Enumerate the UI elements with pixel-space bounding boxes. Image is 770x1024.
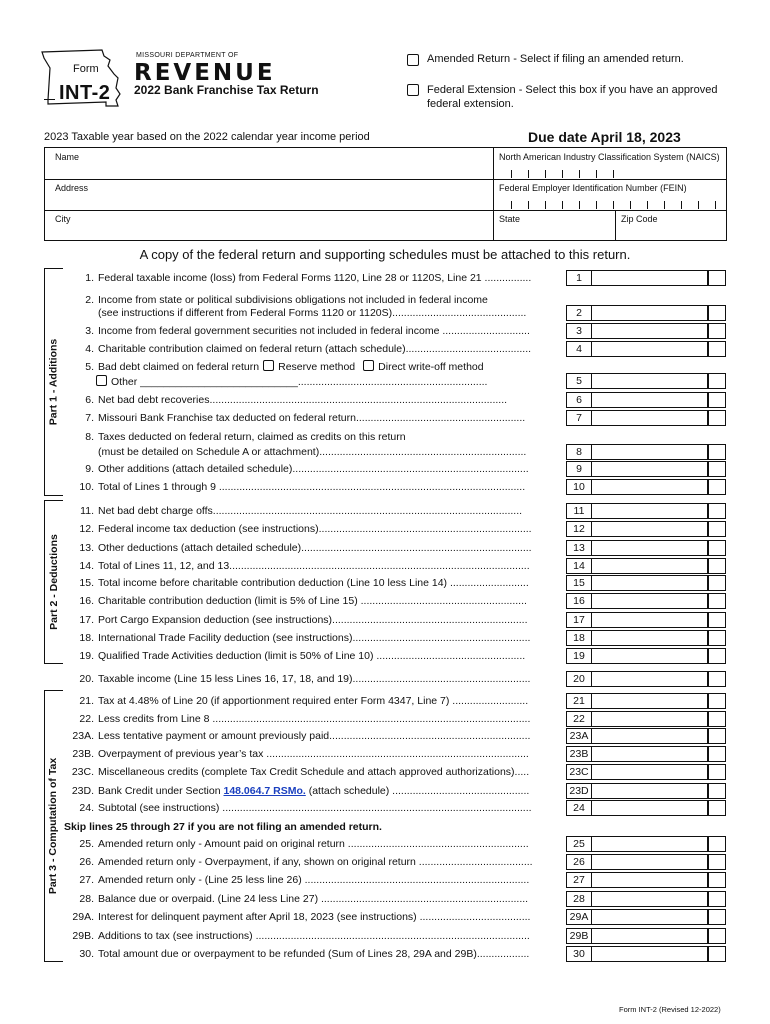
- line-23a-cents-input[interactable]: [708, 728, 726, 744]
- zip-code-field[interactable]: Zip Code: [621, 214, 658, 224]
- line-10: [64, 481, 525, 494]
- line-box-label: 17: [566, 612, 592, 628]
- line-number: 6.: [85, 394, 94, 406]
- line-29b-cents-input[interactable]: [708, 928, 726, 944]
- line-6: [64, 394, 507, 407]
- direct-writeoff-checkbox[interactable]: [363, 360, 374, 371]
- line-18-amount-input[interactable]: [592, 630, 708, 646]
- line-15-amount-input[interactable]: [592, 575, 708, 591]
- line-box-label: 27: [566, 872, 592, 888]
- line-8b: [64, 446, 526, 459]
- line-text: Total income before charitable contribution deduction (Line 10 less Line 14) ...........................: [98, 577, 529, 589]
- line-2-cents-input[interactable]: [708, 305, 726, 321]
- line-23a: [64, 730, 530, 743]
- line-10-cents-input[interactable]: [708, 479, 726, 495]
- line-text: Total of Lines 1 through 9 .........................................................................................................: [98, 481, 526, 493]
- line-box-label: 12: [566, 521, 592, 537]
- direct-writeoff-label: Direct write-off method: [378, 361, 484, 373]
- line-2b: [64, 307, 526, 320]
- line-19-cents-input[interactable]: [708, 648, 726, 664]
- naics-field[interactable]: North American Industry Classification System (NAICS): [499, 152, 720, 162]
- line-text: (must be detailed on Schedule A or attachment).......................................................................: [98, 446, 527, 458]
- line-box-label: 3: [566, 323, 592, 339]
- part1-label-text: Part 1 - Additions: [47, 338, 60, 426]
- line-number: 29B.: [72, 930, 94, 942]
- amended-return-label: Amended Return - Select if filing an amended return.: [427, 53, 684, 65]
- part2-label: [44, 500, 63, 664]
- line-6-amount-input[interactable]: [592, 392, 708, 408]
- line-1: [64, 272, 531, 285]
- line-number: 23C.: [71, 766, 94, 778]
- line-12-cents-input[interactable]: [708, 521, 726, 537]
- line-text: Total of Lines 11, 12, and 13.......................................................................................................: [98, 560, 530, 572]
- other-method-checkbox[interactable]: [96, 375, 107, 386]
- line-4: [64, 343, 531, 356]
- line-text: (attach schedule) ...............................................: [305, 785, 530, 797]
- line-number: 23A.: [72, 730, 94, 742]
- line-text: Bank Credit under Section: [98, 785, 224, 797]
- line-8-cents-input[interactable]: [708, 444, 726, 460]
- line-box-label: 29B: [566, 928, 592, 944]
- line-number: 28.: [79, 893, 94, 905]
- line-7-cents-input[interactable]: [708, 410, 726, 426]
- line-number: 26.: [79, 856, 94, 868]
- line-number: 10.: [79, 481, 94, 493]
- line-box-label: 16: [566, 593, 592, 609]
- line-number: 15.: [79, 577, 94, 589]
- line-19: [64, 650, 525, 663]
- line-26-amount-input[interactable]: [592, 854, 708, 870]
- line-box-label: 9: [566, 461, 592, 477]
- line-23d-amount-input[interactable]: [592, 783, 708, 799]
- line-14-cents-input[interactable]: [708, 558, 726, 574]
- line-4-amount-input[interactable]: [592, 341, 708, 357]
- attachment-notice: A copy of the federal return and supporting schedules must be attached to this return.: [139, 247, 631, 262]
- line-28: [64, 893, 528, 906]
- line-26-cents-input[interactable]: [708, 854, 726, 870]
- name-field[interactable]: Name: [55, 152, 80, 162]
- line-box-label: 28: [566, 891, 592, 907]
- line-20: [64, 673, 530, 686]
- line-30: [64, 948, 529, 961]
- line-text: Qualified Trade Activities deduction (limit is 50% of Line 10) ...................................................: [98, 650, 526, 662]
- line-3-cents-input[interactable]: [708, 323, 726, 339]
- line-number: 23D.: [71, 785, 94, 797]
- line-25: [64, 838, 529, 851]
- taxpayer-info-box: [44, 147, 727, 241]
- line-box-label: 10: [566, 479, 592, 495]
- line-text: Bad debt claimed on federal return: [98, 361, 260, 373]
- reserve-method-label: Reserve method: [278, 361, 356, 373]
- line-number: 13.: [79, 542, 94, 554]
- line-text: Other ___________________________.................................................................: [111, 376, 488, 388]
- part3-label-text: Part 3 - Computation of Tax: [47, 757, 60, 895]
- line-number: 11.: [80, 505, 94, 517]
- line-number: 21.: [79, 695, 94, 707]
- line-25-cents-input[interactable]: [708, 836, 726, 852]
- line-12: [64, 523, 532, 536]
- line-number: 4.: [85, 343, 94, 355]
- line-23d: [64, 785, 529, 798]
- federal-extension-text: [427, 83, 717, 111]
- line-23c-amount-input[interactable]: [592, 764, 708, 780]
- line-16-amount-input[interactable]: [592, 593, 708, 609]
- line-text: (see instructions if different from Federal Forms 1120 or 1120S)..............................................: [98, 307, 527, 319]
- line-box-label: 13: [566, 540, 592, 556]
- part1-label: [44, 268, 63, 496]
- line-number: 29A.: [72, 911, 94, 923]
- fein-field[interactable]: Federal Employer Identification Number (FEIN): [499, 183, 687, 193]
- line-text: Federal income tax deduction (see instructions).........................................................................: [98, 523, 532, 535]
- line-11-amount-input[interactable]: [592, 503, 708, 519]
- line-text: Additions to tax (see instructions) ..............................................................................................: [98, 930, 530, 942]
- line-28-cents-input[interactable]: [708, 891, 726, 907]
- line-24: [64, 802, 532, 815]
- line-21-cents-input[interactable]: [708, 693, 726, 709]
- line-9: [64, 463, 529, 476]
- line-9-cents-input[interactable]: [708, 461, 726, 477]
- state-field[interactable]: State: [499, 214, 521, 224]
- line-10-amount-input[interactable]: [592, 479, 708, 495]
- line-29b-amount-input[interactable]: [592, 928, 708, 944]
- line-text: Other deductions (attach detailed schedule)...............................................................................: [98, 542, 532, 554]
- line-box-label: 25: [566, 836, 592, 852]
- line-box-label: 23C: [566, 764, 592, 780]
- line-text: Miscellaneous credits (complete Tax Credit Schedule and attach approved authorizations).....: [98, 766, 530, 778]
- line-number: 27.: [79, 874, 94, 886]
- line-box-label: 26: [566, 854, 592, 870]
- line-number: 5.: [85, 361, 94, 373]
- line-box-label: 23B: [566, 746, 592, 762]
- line-5-cents-input[interactable]: [708, 373, 726, 389]
- line-text: Net bad debt recoveries......................................................................................................: [98, 394, 508, 406]
- line-5b: [96, 375, 487, 389]
- line-28-amount-input[interactable]: [592, 891, 708, 907]
- federal-extension-label-1: Federal Extension - Select this box if you have an approved: [427, 84, 718, 96]
- line-number: 20.: [79, 673, 94, 685]
- amended-return-option[interactable]: [407, 53, 684, 66]
- line-number: 17.: [79, 614, 94, 626]
- line-16: [64, 595, 527, 608]
- line-27-amount-input[interactable]: [592, 872, 708, 888]
- line-text: Amended return only - (Line 25 less line 26) .............................................................................: [98, 874, 530, 886]
- line-box-label: 21: [566, 693, 592, 709]
- line-box-label: 19: [566, 648, 592, 664]
- line-29a-amount-input[interactable]: [592, 909, 708, 925]
- line-21: [64, 695, 528, 708]
- line-11: [64, 505, 522, 518]
- line-number: 18.: [79, 632, 94, 644]
- line-22-amount-input[interactable]: [592, 711, 708, 727]
- line-text: Charitable contribution deduction (limit is 5% of Line 15) .........................................................: [98, 595, 527, 607]
- line-24-cents-input[interactable]: [708, 800, 726, 816]
- revenue-logo: REVENUE: [134, 60, 276, 86]
- line-27-cents-input[interactable]: [708, 872, 726, 888]
- line-7-amount-input[interactable]: [592, 410, 708, 426]
- line-23d-cents-input[interactable]: [708, 783, 726, 799]
- line-text: Less tentative payment or amount previously paid.....................................................................: [98, 730, 531, 742]
- line-box-label: 30: [566, 946, 592, 962]
- line-number: 19.: [79, 650, 94, 662]
- line-1-amount-input[interactable]: [592, 270, 708, 286]
- line-box-label: 22: [566, 711, 592, 727]
- part3-label: [44, 690, 63, 962]
- city-field[interactable]: City: [55, 214, 71, 224]
- line-number: 1.: [85, 272, 94, 284]
- line-27: [64, 874, 529, 887]
- form-label: Form: [73, 63, 99, 75]
- line-text: Interest for delinquent payment after April 18, 2023 (see instructions) ......................................: [98, 911, 531, 923]
- line-box-label: 29A: [566, 909, 592, 925]
- line-1-cents-input[interactable]: [708, 270, 726, 286]
- line-number: 16.: [79, 595, 94, 607]
- line-number: 9.: [85, 463, 94, 475]
- line-9-amount-input[interactable]: [592, 461, 708, 477]
- line-29a: [64, 911, 530, 924]
- line-number: 8.: [85, 431, 94, 443]
- department-name: MISSOURI DEPARTMENT OF: [136, 52, 239, 59]
- form-dash: [44, 99, 55, 100]
- line-text: Less credits from Line 8 .............................................................................................................: [98, 713, 531, 725]
- line-2a: [64, 294, 488, 307]
- line-6-cents-input[interactable]: [708, 392, 726, 408]
- line-22-cents-input[interactable]: [708, 711, 726, 727]
- line-24-amount-input[interactable]: [592, 800, 708, 816]
- line-text: Port Cargo Expansion deduction (see instructions)...................................................................: [98, 614, 528, 626]
- line-box-label: 7: [566, 410, 592, 426]
- line-20-cents-input[interactable]: [708, 671, 726, 687]
- line-number: 2.: [85, 294, 94, 306]
- line-13: [64, 542, 532, 555]
- line-5a: [64, 360, 484, 374]
- line-box-label: 24: [566, 800, 592, 816]
- line-7: [64, 412, 525, 425]
- line-3: [64, 325, 530, 338]
- line-text: Subtotal (see instructions) ..........................................................................................................: [98, 802, 532, 814]
- line-text: Net bad debt charge offs..........................................................................................................: [98, 505, 523, 517]
- line-4-cents-input[interactable]: [708, 341, 726, 357]
- line-text: Tax at 4.48% of Line 20 (if apportionment required enter Form 4347, Line 7) ..........................: [98, 695, 529, 707]
- line-20-amount-input[interactable]: [592, 671, 708, 687]
- form-revision-footer: Form INT-2 (Revised 12-2022): [619, 1005, 721, 1014]
- rsmo-statute-link[interactable]: 148.064.7 RSMo.: [223, 785, 306, 797]
- line-text: Missouri Bank Franchise tax deducted on federal return..........................................................: [98, 412, 526, 424]
- line-box-label: 2: [566, 305, 592, 321]
- line-text: Income from federal government securities not included in federal income ..............................: [98, 325, 530, 337]
- line-14-amount-input[interactable]: [592, 558, 708, 574]
- part2-label-text: Part 2 - Deductions: [47, 534, 60, 630]
- line-15-cents-input[interactable]: [708, 575, 726, 591]
- line-number: 23B.: [72, 748, 94, 760]
- line-text: Total amount due or overpayment to be refunded (Sum of Lines 28, 29A and 29B)..................: [98, 948, 530, 960]
- reserve-method-checkbox[interactable]: [263, 360, 274, 371]
- line-15: [64, 577, 529, 590]
- line-text: Income from state or political subdivisions obligations not included in federal income: [98, 294, 488, 306]
- line-box-label: 5: [566, 373, 592, 389]
- return-title: 2022 Bank Franchise Tax Return: [134, 83, 319, 97]
- line-number: 3.: [85, 325, 94, 337]
- line-text: Taxable income (Line 15 less Lines 16, 17, 18, and 19).............................................................: [98, 673, 531, 685]
- line-text: International Trade Facility deduction (see instructions).............................................................: [98, 632, 531, 644]
- line-8a: [64, 431, 406, 444]
- line-23b-amount-input[interactable]: [592, 746, 708, 762]
- federal-extension-checkbox[interactable]: [407, 84, 419, 96]
- line-13-amount-input[interactable]: [592, 540, 708, 556]
- line-17-cents-input[interactable]: [708, 612, 726, 628]
- line-30-amount-input[interactable]: [592, 946, 708, 962]
- line-23b-cents-input[interactable]: [708, 746, 726, 762]
- line-12-amount-input[interactable]: [592, 521, 708, 537]
- line-box-label: 6: [566, 392, 592, 408]
- tax-year-text: 2023 Taxable year based on the 2022 calendar year income period: [44, 131, 370, 143]
- federal-extension-label-2: federal extension.: [427, 98, 514, 110]
- line-25-amount-input[interactable]: [592, 836, 708, 852]
- line-box-label: 15: [566, 575, 592, 591]
- line-11-cents-input[interactable]: [708, 503, 726, 519]
- line-14: [64, 560, 530, 573]
- line-box-label: 18: [566, 630, 592, 646]
- naics-digit-ticks: [511, 170, 630, 178]
- line-box-label: 20: [566, 671, 592, 687]
- line-29b: [64, 930, 530, 943]
- line-number: 30.: [79, 948, 94, 960]
- line-text: Balance due or overpaid. (Line 24 less Line 27) .......................................................................: [98, 893, 529, 905]
- line-box-label: 11: [566, 503, 592, 519]
- line-22: [64, 713, 530, 726]
- fein-digit-ticks: [511, 201, 732, 209]
- line-13-cents-input[interactable]: [708, 540, 726, 556]
- line-30-cents-input[interactable]: [708, 946, 726, 962]
- line-17: [64, 614, 528, 627]
- line-number: 25.: [79, 838, 94, 850]
- federal-extension-option[interactable]: [407, 83, 717, 111]
- line-23a-amount-input[interactable]: [592, 728, 708, 744]
- address-field[interactable]: Address: [55, 183, 89, 193]
- line-text: Charitable contribution claimed on federal return (attach schedule)...........................................: [98, 343, 532, 355]
- amended-return-checkbox[interactable]: [407, 54, 419, 66]
- line-box-label: 1: [566, 270, 592, 286]
- line-text: Taxes deducted on federal return, claimed as credits on this return: [98, 431, 406, 443]
- line-box-label: 8: [566, 444, 592, 460]
- line-number: 7.: [85, 412, 94, 424]
- line-text: Other additions (attach detailed schedule).................................................................................: [98, 463, 529, 475]
- due-date: Due date April 18, 2023: [528, 129, 681, 145]
- line-number: 22.: [79, 713, 94, 725]
- line-2-amount-input[interactable]: [592, 305, 708, 321]
- line-number: 14.: [79, 560, 94, 572]
- line-21-amount-input[interactable]: [592, 693, 708, 709]
- line-text: Federal taxable income (loss) from Federal Forms 1120, Line 28 or 1120S, Line 21 ................: [98, 272, 532, 284]
- line-box-label: 23D: [566, 783, 592, 799]
- line-number: 24.: [79, 802, 94, 814]
- line-number: 12.: [79, 523, 94, 535]
- line-18-cents-input[interactable]: [708, 630, 726, 646]
- line-26: [64, 856, 533, 869]
- line-29a-cents-input[interactable]: [708, 909, 726, 925]
- line-3-amount-input[interactable]: [592, 323, 708, 339]
- line-19-amount-input[interactable]: [592, 648, 708, 664]
- line-16-cents-input[interactable]: [708, 593, 726, 609]
- line-box-label: 4: [566, 341, 592, 357]
- line-23b: [64, 748, 529, 761]
- line-text: Amended return only - Overpayment, if any, shown on original return .......................................: [98, 856, 533, 868]
- line-18: [64, 632, 530, 645]
- line-box-label: 23A: [566, 728, 592, 744]
- skip-instruction: Skip lines 25 through 27 if you are not filing an amended return.: [64, 821, 382, 833]
- line-23c-cents-input[interactable]: [708, 764, 726, 780]
- line-17-amount-input[interactable]: [592, 612, 708, 628]
- line-23c: [64, 766, 529, 779]
- line-5-amount-input[interactable]: [592, 373, 708, 389]
- line-text: Amended return only - Amount paid on original return ..............................................................: [98, 838, 529, 850]
- line-box-label: 14: [566, 558, 592, 574]
- form-id: INT-2: [59, 82, 111, 104]
- line-8-amount-input[interactable]: [592, 444, 708, 460]
- line-text: Overpayment of previous year’s tax ..........................................................................................: [98, 748, 529, 760]
